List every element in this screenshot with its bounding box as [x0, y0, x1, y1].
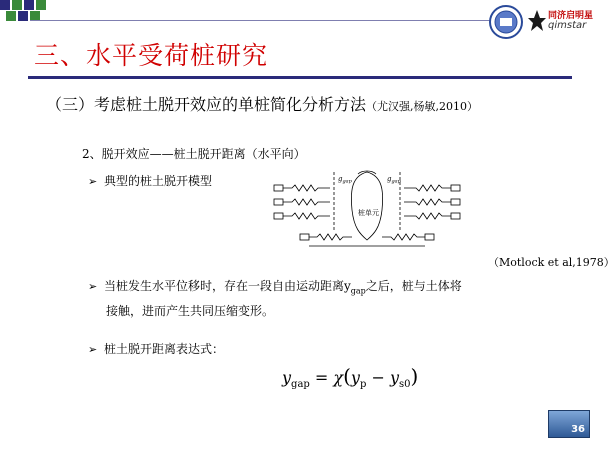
- subtitle-main: （三）考虑桩土脱开效应的单桩简化分析方法: [46, 95, 367, 114]
- pile-top: [358, 171, 376, 174]
- formula-y2-sub: s0: [398, 379, 411, 391]
- subtitle: [46, 92, 478, 115]
- bullet-item-2: [88, 276, 462, 321]
- university-seal-logo: [488, 4, 524, 40]
- formula-chi: χ: [333, 368, 344, 387]
- formula-y1: y: [350, 368, 360, 387]
- arrow-bullet-icon: ➢: [88, 175, 98, 188]
- formula-y2: y: [389, 368, 399, 387]
- section-heading: 2、脱开效应——桩土脱开距离（水平向）: [82, 147, 306, 161]
- company-logo-en: qimstar: [548, 20, 587, 31]
- formula-lhs-sub: gap: [291, 379, 310, 391]
- slide-number: 36: [571, 424, 585, 435]
- gap-distance-formula: [282, 364, 418, 390]
- slide-title: 三、水平受荷桩研究: [34, 41, 269, 70]
- pile-element: [351, 172, 382, 240]
- left-spring: [309, 234, 352, 240]
- corner-decoration: [0, 0, 66, 22]
- figure-citation: （Motlock et al,1978）: [488, 256, 615, 269]
- right-spring: [404, 213, 451, 219]
- left-spring-anchor: [274, 213, 283, 219]
- pile-element-label: 桩单元: [358, 209, 379, 217]
- left-spring-anchor: [274, 199, 283, 205]
- right-spring-anchor: [451, 213, 460, 219]
- left-spring: [283, 185, 330, 191]
- gap-label-right: $g_{gap}$: [387, 175, 401, 185]
- formula-minus: −: [366, 368, 390, 387]
- bullet-2-text-a: 当桩发生水平位移时，存在一段自由运动距离y: [104, 279, 351, 293]
- gap-label-left: $g_{gap}$: [338, 175, 352, 185]
- bullet-3-text: 桩土脱开距离表达式：: [104, 342, 225, 356]
- right-spring: [382, 234, 425, 240]
- bullet-2-text-b: 之后，桩与土体将: [365, 279, 462, 293]
- bullet-item-1: [88, 172, 212, 189]
- right-spring: [404, 185, 451, 191]
- formula-lhs: y: [282, 368, 292, 387]
- title-rule: [28, 76, 572, 79]
- right-spring-anchor: [451, 185, 460, 191]
- bullet-2-line2: 接触，进而产生共同压缩变形。: [106, 304, 275, 319]
- subtitle-citation: （尤汉强,杨敏,2010）: [366, 100, 479, 113]
- left-spring: [283, 199, 330, 205]
- left-spring-anchor: [274, 185, 283, 191]
- formula-close-paren: ): [410, 364, 419, 388]
- arrow-bullet-icon: ➢: [88, 343, 98, 356]
- formula-y1-sub: p: [359, 379, 367, 391]
- star-logo-icon: [528, 10, 546, 32]
- right-spring: [404, 199, 451, 205]
- arrow-bullet-icon: ➢: [88, 280, 98, 293]
- bullet-2-sub: gap: [350, 286, 366, 296]
- right-spring-anchor: [425, 234, 434, 240]
- top-rule: [30, 20, 490, 21]
- formula-equals: =: [309, 368, 334, 387]
- pile-soil-gap-diagram: [272, 170, 462, 252]
- formula-open-paren: (: [343, 364, 351, 388]
- company-logo: [528, 8, 596, 34]
- slide-number-badge: [548, 410, 590, 438]
- bullet-1-text: 典型的桩土脱开模型: [104, 174, 213, 188]
- right-spring-anchor: [451, 199, 460, 205]
- left-spring-anchor: [300, 234, 309, 240]
- left-spring: [283, 213, 330, 219]
- bullet-item-3: [88, 340, 224, 357]
- company-logo-cn: 同济启明星: [548, 11, 594, 21]
